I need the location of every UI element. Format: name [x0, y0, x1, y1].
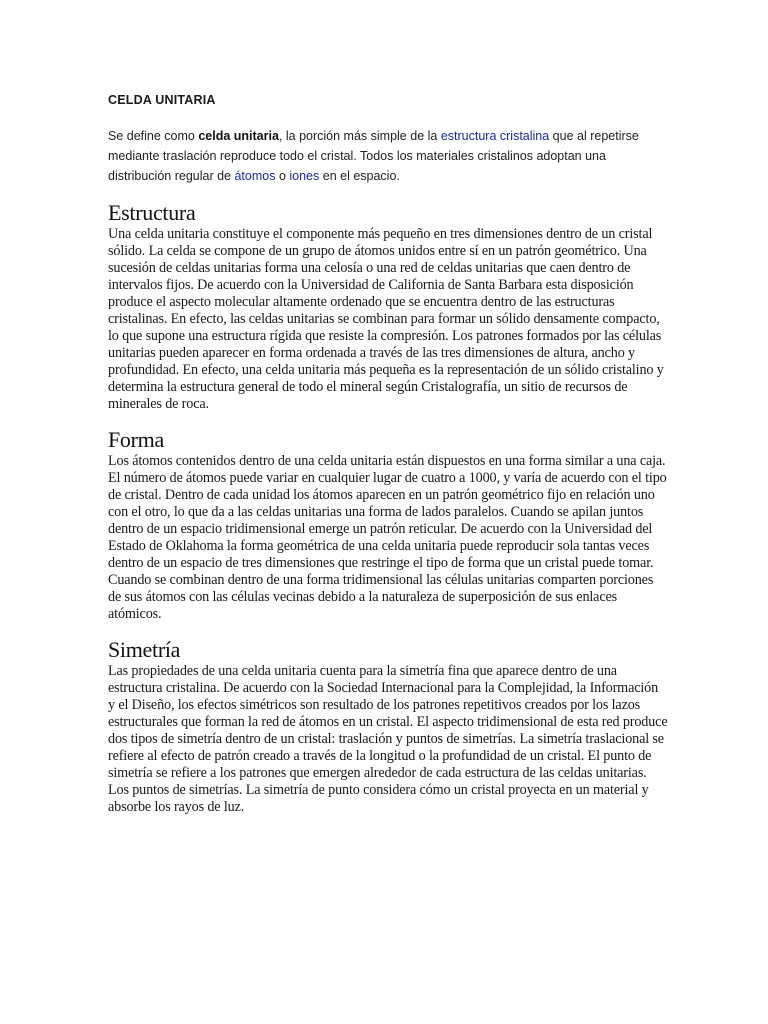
- intro-text-3: que al repetirse mediante traslación reproduce todo el cristal. Todos los materiales cristalinos adoptan una distribución regular de: [108, 129, 639, 183]
- document-title: CELDA UNITARIA: [108, 93, 216, 107]
- document-page: [108, 92, 668, 816]
- link-atomos[interactable]: átomos: [234, 169, 276, 183]
- section-body-estructura: Una celda unitaria constituye el componente más pequeño en tres dimensiones dentro de un cristal sólido. La celda se compone de un grupo de átomos unidos entre sí en un patrón geométrico. Una sucesión de celdas unitarias forma una celosía o una red de celdas unitarias que caen dentro de intervalos fijos. De acuerdo con la Universidad de California de Santa Barbara esta disposición produce el aspecto molecular altamente ordenado que se encuentra dentro de las estructuras cristalinas. En efecto, las celdas unitarias se combinan para formar un sólido densamente compacto, lo que supone una estructura rígida que resiste la compresión. Los patrones formados por las células unitarias pueden aparecer en forma ordenada a través de las tres dimensiones de altura, ancho y profundidad. En efecto, una celda unitaria más pequeña es la representación de un sólido cristalino y determina la estructura general de todo el mineral según Cristalografía, un sitio de recursos de minerales de roca.: [108, 226, 664, 412]
- intro-bold-term: celda unitaria: [198, 129, 279, 143]
- link-iones[interactable]: iones: [289, 169, 320, 183]
- section-body-simetria: Las propiedades de una celda unitaria cuenta para la simetría fina que aparece dentro de una estructura cristalina. De acuerdo con la Sociedad Internacional para la Complejidad, la Información y el Diseño, los efectos simétricos son resultado de los patrones repetitivos creados por los lazos estructurales que forman la red de átomos en un cristal. El aspecto tridimensional de esta red produce dos tipos de simetría dentro de un cristal: traslación y puntos de simetrías. La simetría traslacional se refiere al efecto de patrón creado a través de la longitud o la profundidad de un cristal. El punto de simetría se refiere a los patrones que emergen alrededor de cada estructura de las celdas unitarias. Los puntos de simetrías. La simetría de punto considera cómo un cristal proyecta en un material y absorbe los rayos de luz.: [108, 663, 668, 815]
- link-estructura-cristalina[interactable]: estructura cristalina: [440, 129, 550, 143]
- intro-paragraph: [108, 126, 668, 186]
- section-heading-estructura: Estructura: [108, 200, 196, 225]
- section-body-forma: Los átomos contenidos dentro de una celda unitaria están dispuestos en una forma similar a una caja. El número de átomos puede variar en cualquier lugar de cuatro a 1000, y varía de acuerdo con el tipo de cristal. Dentro de cada unidad los átomos aparecen en un patrón geométrico fijo en relación uno con el otro, lo que da a las celdas unitarias una forma de lados paralelos. Cuando se apilan juntos dentro de un espacio tridimensional emerge un patrón reticular. De acuerdo con la Universidad del Estado de Oklahoma la forma geométrica de una celda unitaria puede reproducir sola tantas veces dentro de un espacio de tres dimensiones que restringe el tipo de forma que un cristal puede tomar. Cuando se combinan dentro de una forma tridimensional las células unitarias comparten porciones de sus átomos con las células vecinas debido a la naturaleza de superposición de sus enlaces atómicos.: [108, 453, 667, 622]
- section-heading-simetria: Simetría: [108, 637, 181, 662]
- intro-text-2: , la porción más simple de la: [278, 129, 441, 143]
- intro-text-5: en el espacio.: [319, 169, 400, 183]
- intro-text-1: Se define como: [108, 129, 199, 143]
- section-heading-forma: Forma: [108, 427, 164, 452]
- intro-text-4: o: [275, 169, 290, 183]
